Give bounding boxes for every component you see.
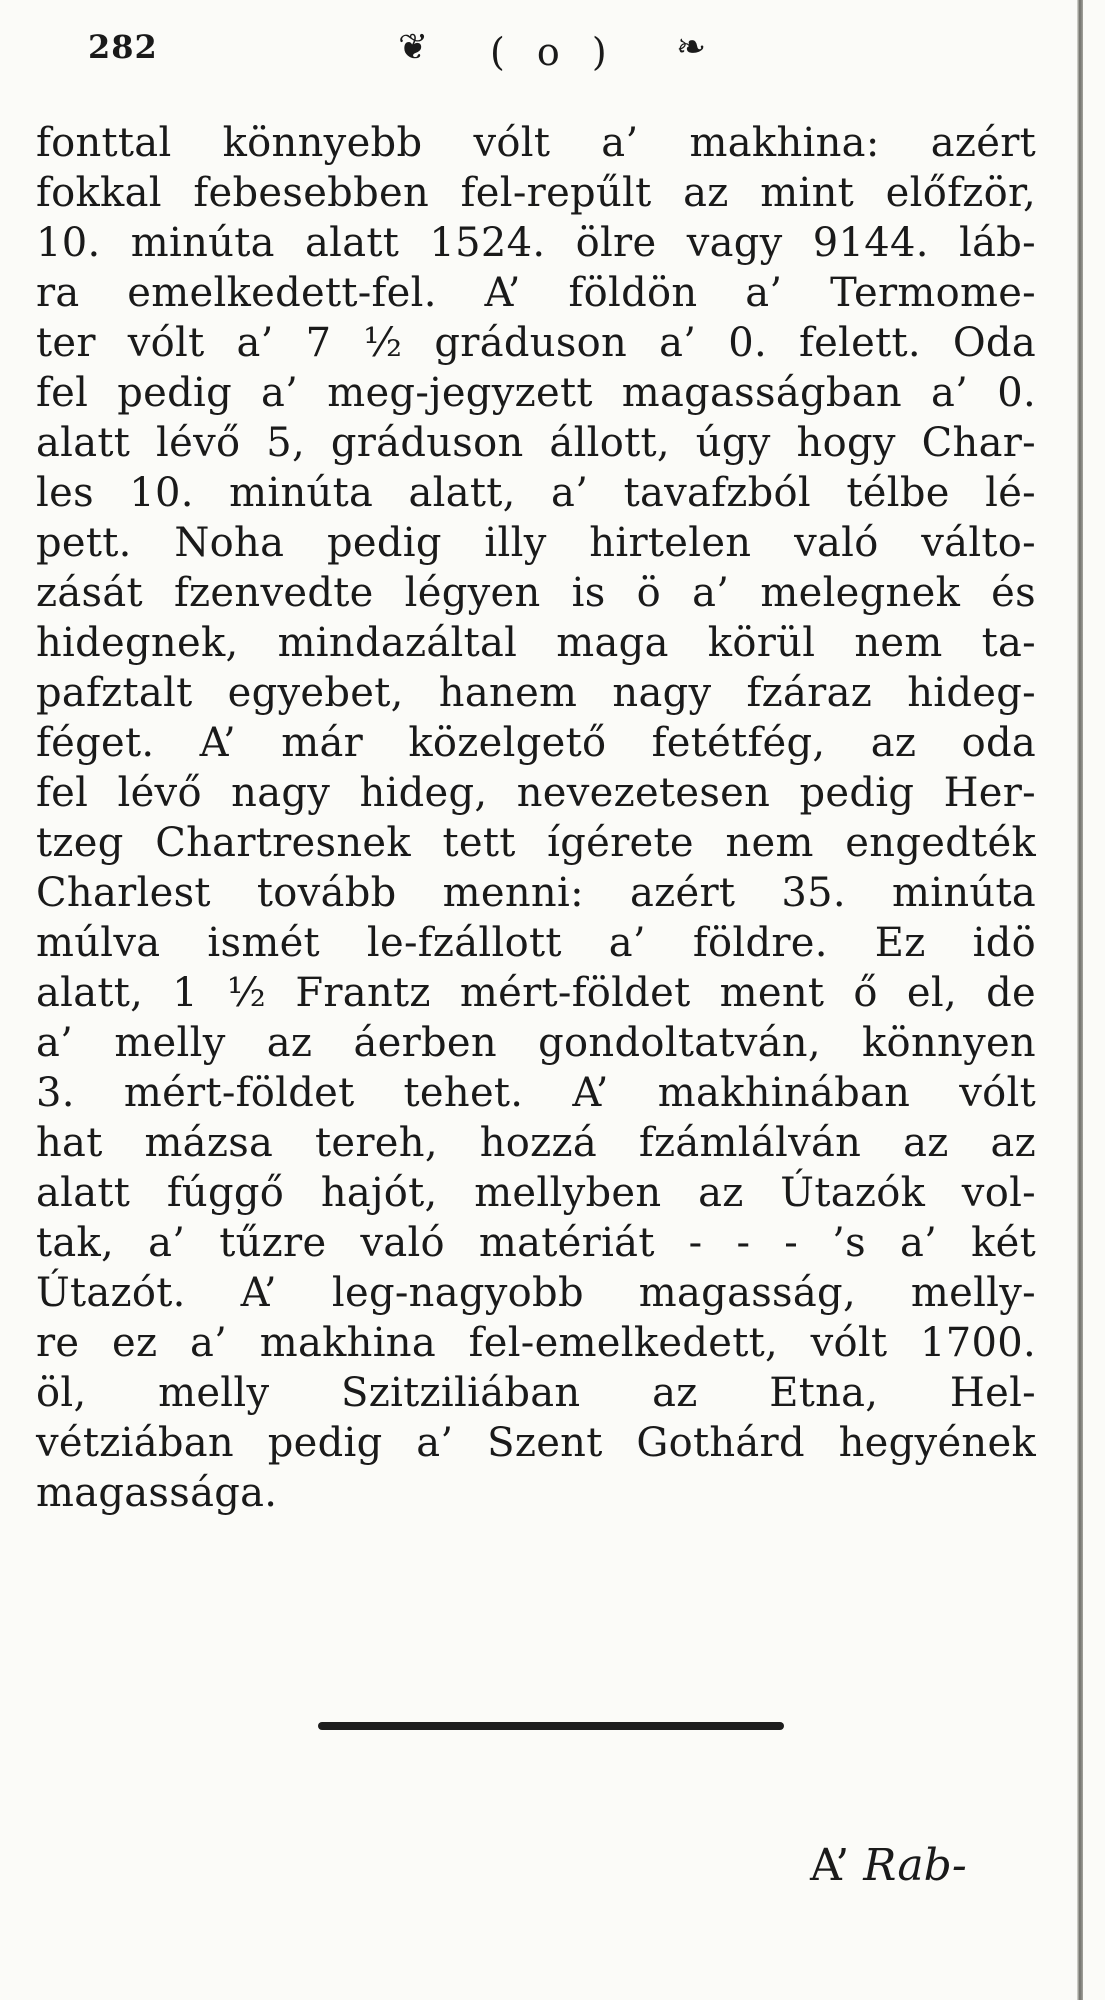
text-line: ter vólt a’ 7 ½ gráduson a’ 0. felett. Oda: [36, 320, 1036, 366]
text-line: 10. minúta alatt 1524. ölre vagy 9144. láb-: [36, 220, 1036, 266]
header-mark: ( o ): [490, 30, 617, 74]
text-line: hat mázsa tereh, hozzá fzámlálván az az: [36, 1120, 1036, 1166]
catchword-prefix: A’: [810, 1840, 864, 1891]
text-line: ra emelkedett-fel. A’ földön a’ Termome-: [36, 270, 1036, 316]
text-line: múlva ismét le-fzállott a’ földre. Ez idö: [36, 920, 1036, 966]
text-line: tak, a’ tűzre való matériát - - - ’s a’ két: [36, 1220, 1036, 1266]
text-line: pett. Noha pedig illy hirtelen való válto-: [36, 520, 1036, 566]
page-number: 282: [88, 28, 158, 66]
text-line: hidegnek, mindazáltal maga körül nem ta-: [36, 620, 1036, 666]
text-line: tzeg Chartresnek tett ígérete nem engedték: [36, 820, 1036, 866]
text-line: féget. A’ már közelgető fetétfég, az oda: [36, 720, 1036, 766]
text-line-last: magassága.: [36, 1470, 278, 1516]
catchword-word: Rab-: [863, 1840, 967, 1891]
fleuron-left-icon: ❦: [398, 27, 429, 68]
fleuron-right-icon: ❧: [676, 27, 707, 68]
running-header: [38, 24, 1038, 94]
text-line: a’ melly az áerben gondoltatván, könnyen: [36, 1020, 1036, 1066]
text-line: alatt lévő 5, gráduson állott, úgy hogy Char-: [36, 420, 1036, 466]
text-line: fokkal febesebben fel-repűlt az mint előfzör,: [36, 170, 1036, 216]
text-line: vétziában pedig a’ Szent Gothárd hegyének: [36, 1420, 1036, 1466]
text-line: alatt fúggő hajót, mellyben az Útazók vol-: [36, 1170, 1036, 1216]
text-line: öl, melly Szitziliában az Etna, Hel-: [36, 1370, 1036, 1416]
text-line: fel lévő nagy hideg, nevezetesen pedig Her-: [36, 770, 1036, 816]
text-line: fonttal könnyebb vólt a’ makhina: azért: [36, 120, 1036, 166]
body-text: [36, 118, 1036, 1518]
text-line: pafztalt egyebet, hanem nagy fzáraz hideg-: [36, 670, 1036, 716]
text-line: Charlest tovább menni: azért 35. minúta: [36, 870, 1036, 916]
text-line: re ez a’ makhina fel-emelkedett, vólt 1700.: [36, 1320, 1036, 1366]
text-line: 3. mért-földet tehet. A’ makhinában vólt: [36, 1070, 1036, 1116]
text-line: zását fzenvedte légyen is ö a’ melegnek és: [36, 570, 1036, 616]
text-line: Útazót. A’ leg-nagyobb magasság, melly-: [36, 1270, 1036, 1316]
page-edge-shadow: [1077, 0, 1083, 2000]
text-line: alatt, 1 ½ Frantz mért-földet ment ő el, de: [36, 970, 1036, 1016]
text-line: fel pedig a’ meg-jegyzett magasságban a’ 0.: [36, 370, 1036, 416]
section-divider: [318, 1722, 784, 1730]
text-line: les 10. minúta alatt, a’ tavafzból télbe lé-: [36, 470, 1036, 516]
catchword: [810, 1838, 967, 1894]
